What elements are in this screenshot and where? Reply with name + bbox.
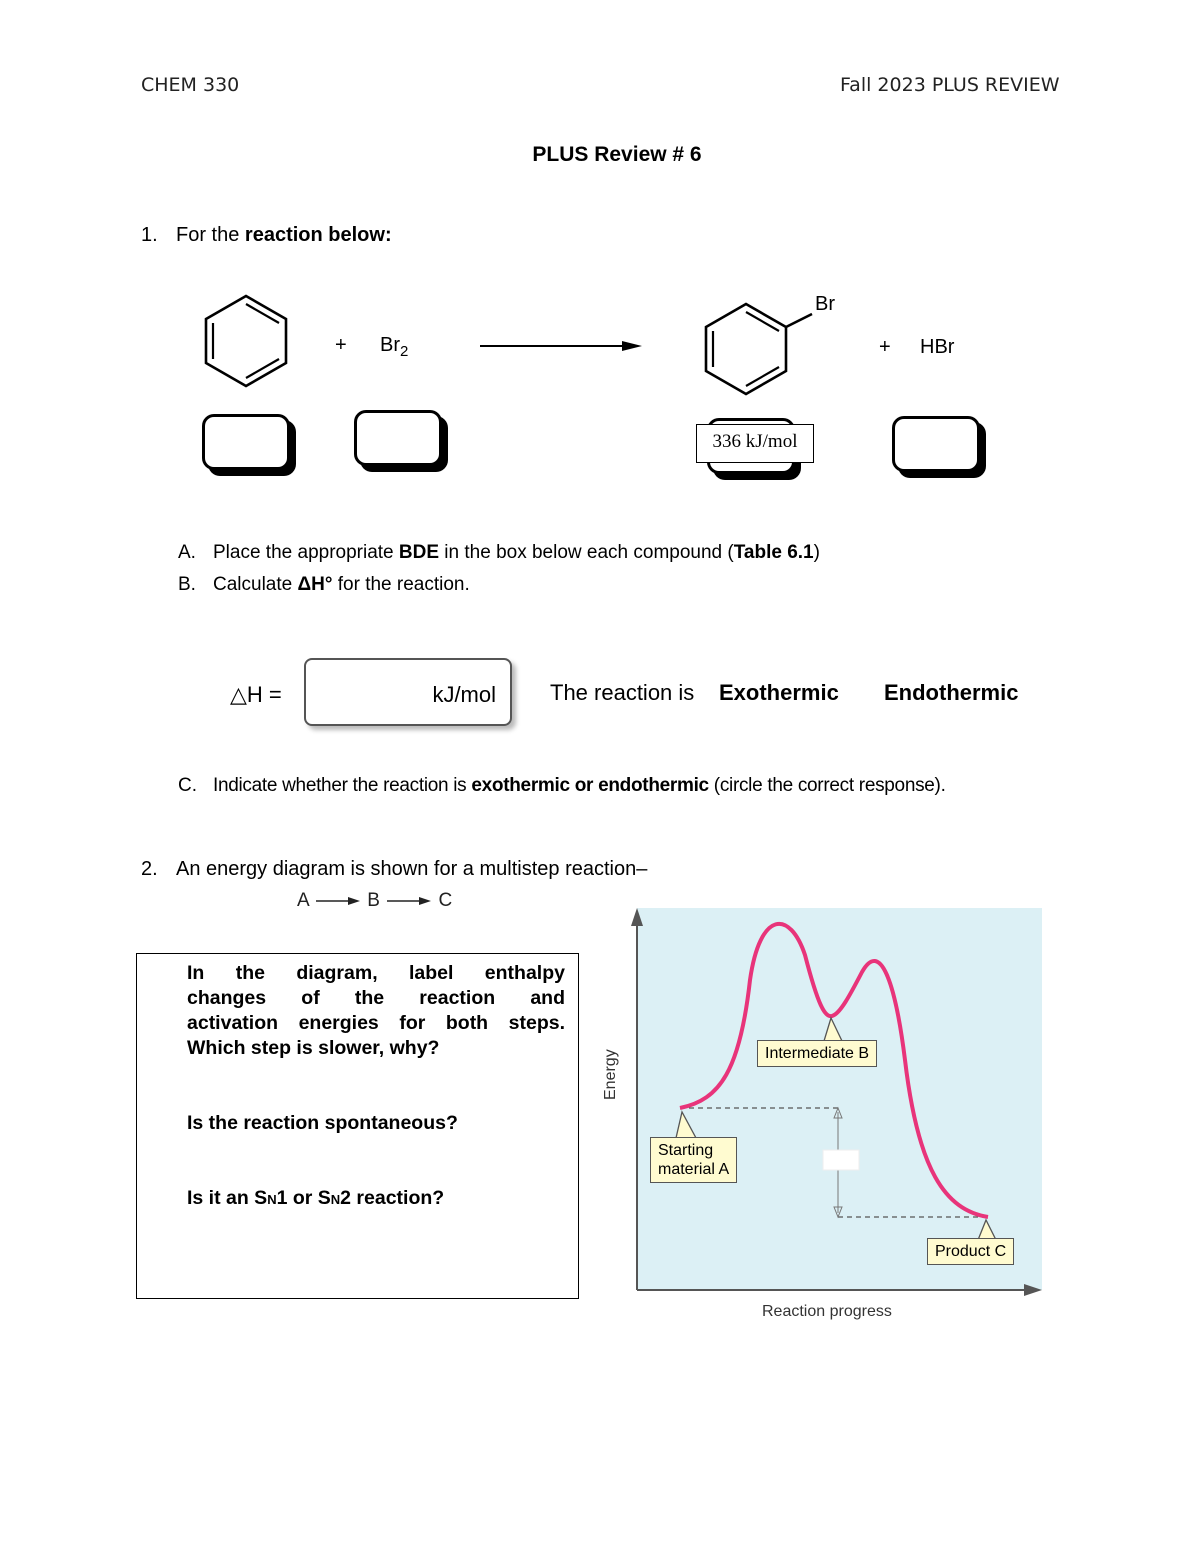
delta-h-answer-box[interactable] [304,658,512,726]
item-b-delta-h: ΔH° [297,574,333,595]
q1-prompt-bold: reaction below: [244,224,392,246]
item-a-text [213,542,820,564]
item-c-text [213,775,946,797]
bde-given-value: 336 kJ/mol [696,424,814,463]
scheme-b: B [367,890,380,911]
q1-prompt-plain: For the [176,224,245,246]
option-endothermic[interactable]: Endothermic [884,680,1019,705]
question-text-box [136,953,579,1299]
label-starting-material-a [650,1137,737,1183]
option-exothermic[interactable]: Exothermic [719,680,839,705]
item-a-part: in the box below each compound ( [439,542,734,563]
textbox-sn-question [187,1187,444,1210]
bromo-substituent: Br [815,293,835,315]
item-a-part: Place the appropriate [213,542,399,563]
textbox-spontaneous-question: Is the reaction spontaneous? [187,1112,458,1134]
br2-text: Br [380,334,400,356]
q2-prompt: An energy diagram is shown for a multistep reaction– [176,858,648,880]
reaction-is-label: The reaction is [550,680,695,705]
item-c-part: (circle the correct response). [708,775,946,796]
x-axis-label: Reaction progress [762,1303,892,1320]
label-start-line1: Starting [658,1142,714,1159]
term-header: Fall 2023 PLUS REVIEW [840,74,1060,96]
delta-h-label: △H = [230,682,282,707]
bde-box-hbr[interactable] [892,416,980,472]
item-c-bold: exothermic or endothermic [471,775,709,796]
y-axis-label: Energy [602,1049,619,1100]
energy-diagram-graphic [600,900,1050,1330]
page-title: PLUS Review # 6 [532,143,702,166]
enthalpy-blank-box[interactable] [823,1150,859,1170]
reaction-arrow [478,337,648,355]
sn-part: 1 or S [276,1187,331,1209]
plus-sign-1: + [335,334,347,356]
textbox-line-4: Which step is slower, why? [187,1037,440,1059]
textbox-line-1: In the diagram, label enthalpy [187,962,565,984]
scheme-arrow-1 [314,895,362,907]
item-b-part: Calculate [213,574,298,595]
q1-prompt [176,224,392,247]
bromobenzene-structure [700,300,830,396]
sn-part: 2 reaction? [340,1187,445,1209]
item-b-part: for the reaction. [332,574,470,595]
item-c-part: Indicate whether the reaction is [213,775,472,796]
scheme-a: A [297,890,309,911]
sn-subscript: N [330,1192,341,1207]
item-b-letter: B. [178,574,196,595]
item-a-letter: A. [178,542,196,563]
label-product-c: Product C [927,1238,1014,1265]
sn-subscript: N [267,1192,277,1207]
sn-part: Is it an S [187,1187,268,1209]
energy-diagram [600,900,1050,1330]
reactant-br2 [380,334,408,360]
br2-subscript: 2 [400,343,409,360]
delta-h-unit: kJ/mol [432,682,496,707]
bde-box-br2[interactable] [354,410,442,466]
textbox-line-2: changes of the reaction and [187,987,565,1009]
benzene-structure [200,290,296,390]
reaction-scheme [297,890,452,912]
textbox-line-3: activation energies for both steps. [187,1012,565,1034]
item-b-text [213,574,470,596]
item-c-letter: C. [178,775,197,796]
label-start-line2: material A [658,1161,730,1178]
item-a-table-ref: Table 6.1 [733,542,814,563]
plus-sign-2: + [879,336,891,358]
course-header: CHEM 330 [141,74,240,96]
q2-number: 2. [141,858,158,880]
item-a-part: ) [813,542,820,563]
label-intermediate-b: Intermediate B [757,1040,877,1067]
scheme-arrow-2 [385,895,433,907]
item-a-bde: BDE [398,542,440,563]
scheme-c: C [438,890,453,911]
product-hbr: HBr [920,336,955,358]
q1-number: 1. [141,224,158,246]
bde-box-benzene[interactable] [202,414,290,470]
